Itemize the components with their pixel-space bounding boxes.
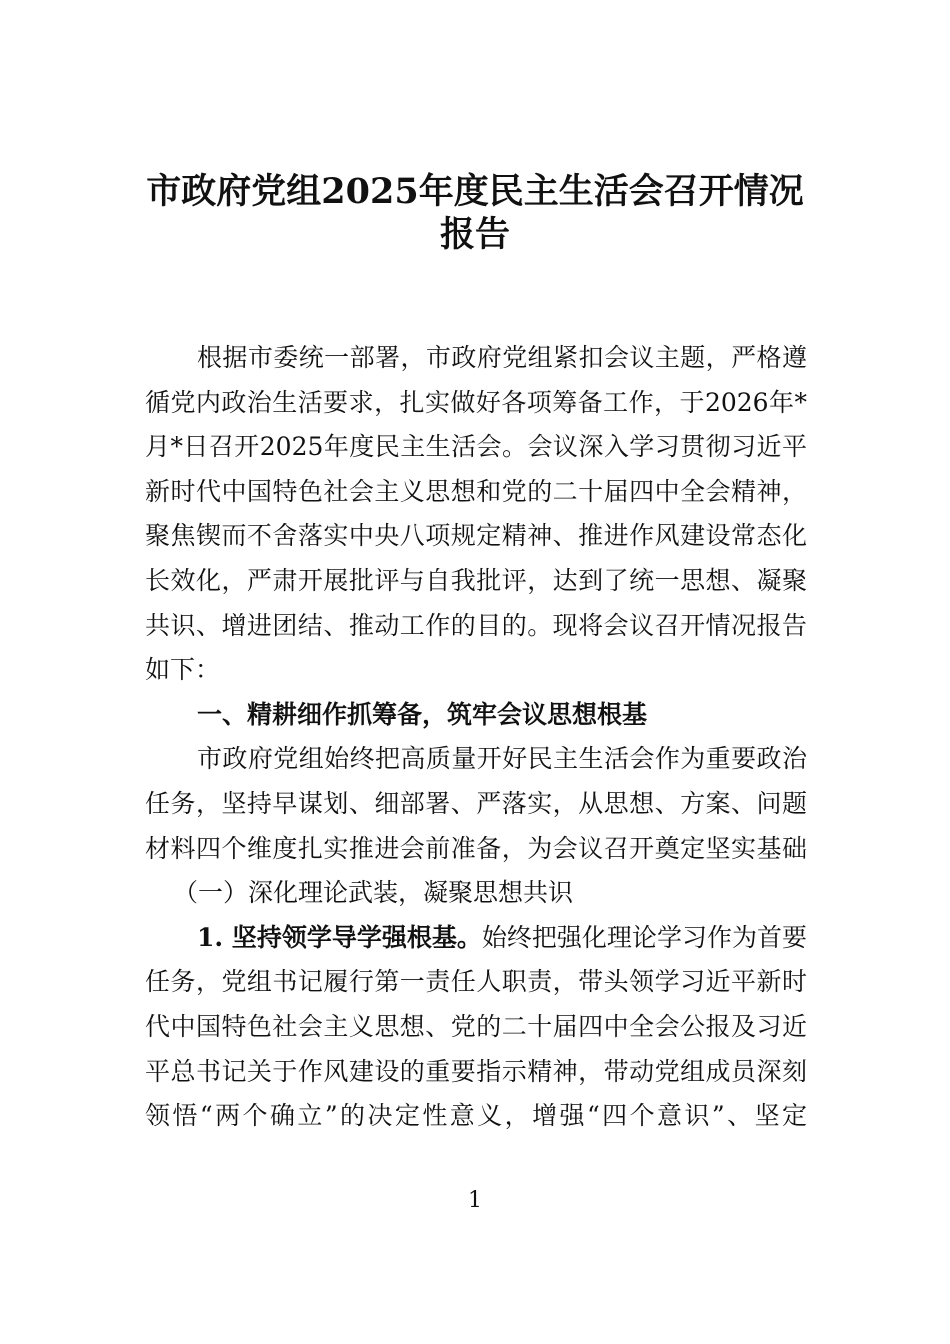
section-heading: 一、精耕细作抓筹备，筑牢会议思想根基 [197, 699, 648, 729]
paragraph-line: 聚焦锲而不舍落实中央八项规定精神、推进作风建设常态化 [145, 521, 807, 551]
paragraph-line: 代中国特色社会主义思想、党的二十届四中全会公报及习近 [145, 1011, 807, 1041]
paragraph-line: 平总书记关于作风建设的重要指示精神，带动党组成员深刻 [145, 1056, 807, 1086]
paragraph-line: 任务，坚持早谋划、细部署、严落实，从思想、方案、问题 [145, 788, 807, 818]
page-number: 1 [468, 1188, 482, 1213]
paragraph-line: 新时代中国特色社会主义思想和党的二十届四中全会精神， [145, 476, 807, 506]
document-title-line-1: 市政府党组2025年度民主生活会召开情况 [146, 171, 804, 212]
paragraph-line [145, 916, 807, 961]
paragraph-line: 长效化，严肃开展批评与自我批评，达到了统一思想、凝聚 [145, 565, 807, 595]
subsection-heading: （一）深化理论武装，凝聚思想共识 [173, 878, 574, 908]
paragraph-lead: 1. 坚持领学导学强根基。 [197, 922, 482, 952]
paragraph-line: 月*日召开2025年度民主生活会。会议深入学习贯彻习近平 [145, 432, 807, 462]
paragraph-line: 材料四个维度扎实推进会前准备，为会议召开奠定坚实基础 [145, 833, 807, 863]
paragraph-line: 市政府党组始终把高质量开好民主生活会作为重要政治 [197, 744, 807, 774]
document-body [145, 336, 807, 1139]
paragraph-text: 始终把强化理论学习作为首要 [481, 922, 807, 952]
paragraph-line: 如下： [145, 655, 221, 685]
document-title-line-2: 报告 [439, 214, 510, 255]
paragraph-line: 共识、增进团结、推动工作的目的。现将会议召开情况报告 [145, 610, 807, 640]
paragraph-line: 任务，党组书记履行第一责任人职责，带头领学习近平新时 [145, 967, 807, 997]
paragraph-line: 根据市委统一部署，市政府党组紧扣会议主题，严格遵 [197, 343, 807, 372]
paragraph-line: 循党内政治生活要求，扎实做好各项筹备工作，于2026年* [145, 387, 807, 417]
paragraph-line: 领悟“两个确立”的决定性意义，增强“四个意识”、坚定 [145, 1101, 807, 1131]
